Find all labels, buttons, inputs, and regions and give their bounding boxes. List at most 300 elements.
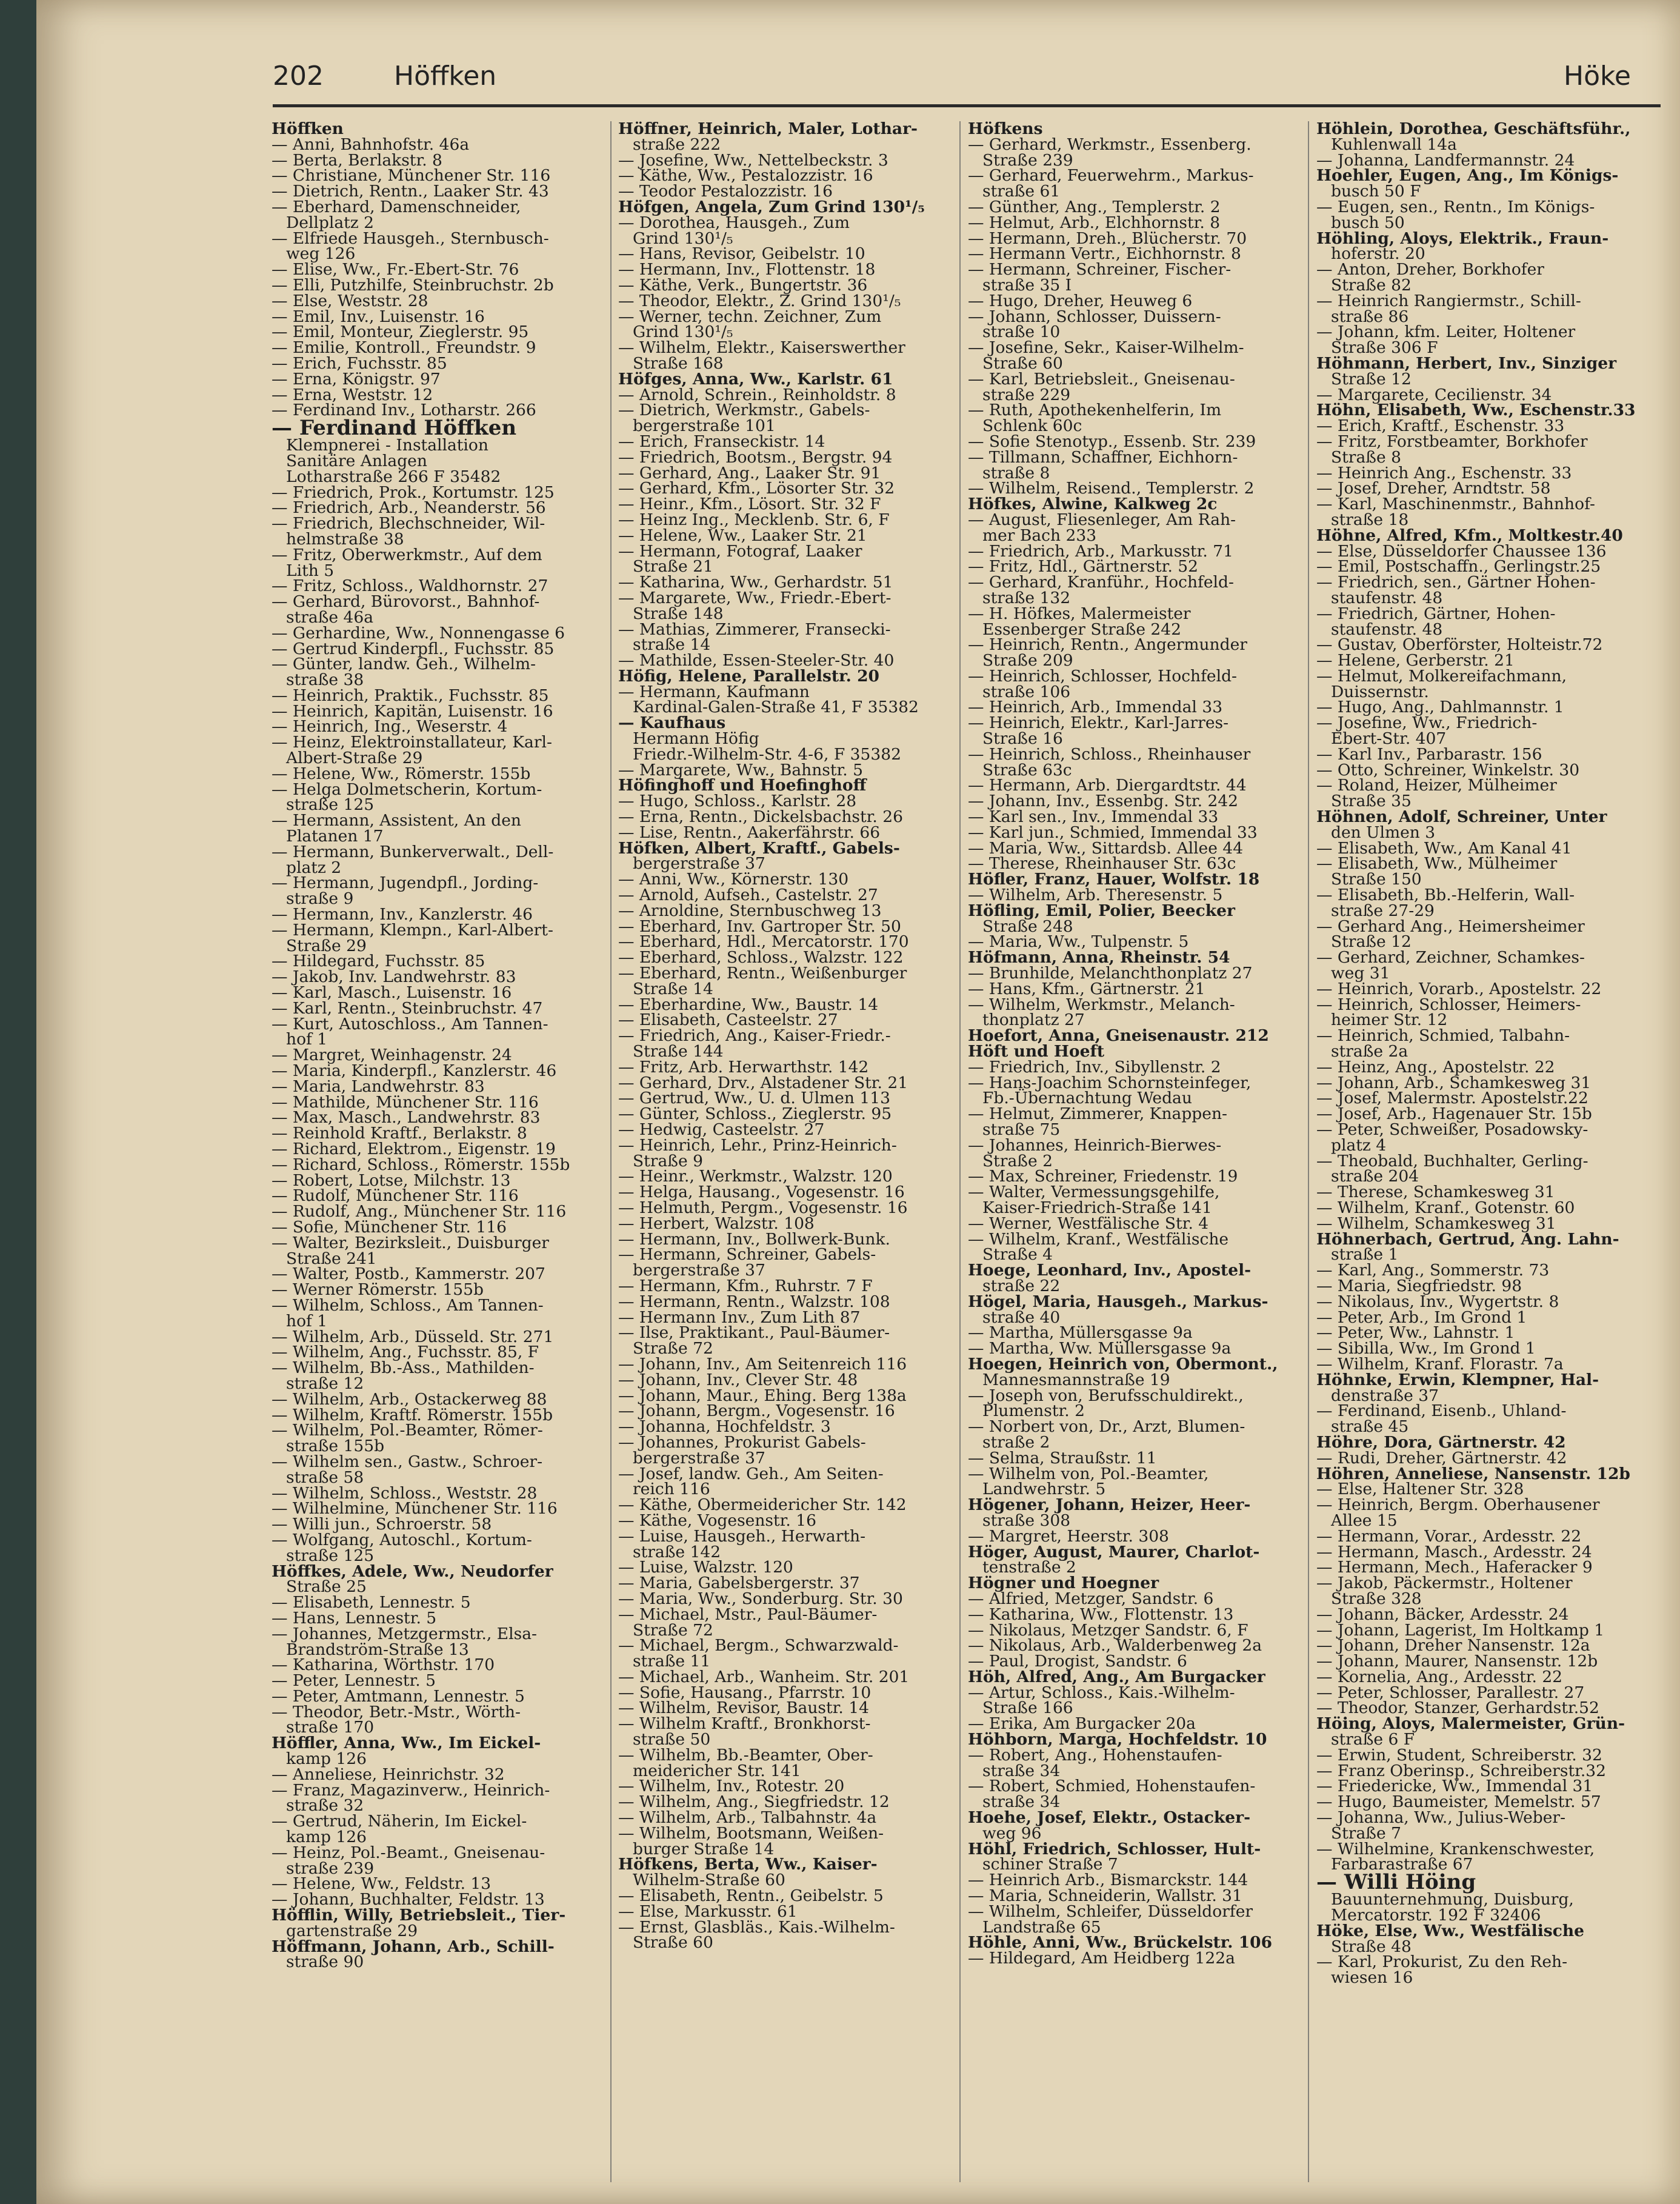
directory-entry-line: — Johannes, Metzgermstr., Elsa- — [272, 1624, 537, 1643]
directory-entry-line: — Rudolf, Münchener Str. 116 — [272, 1186, 519, 1206]
directory-entry-line: — Roland, Heizer, Mülheimer — [1316, 776, 1557, 795]
directory-entry-line: — Wilhelm, Inv., Rotestr. 20 — [618, 1777, 845, 1796]
directory-entry-line: Straße 12 — [1331, 932, 1412, 952]
header-right-keyword: Höke — [1564, 61, 1631, 92]
directory-entry-line: Hoegen, Heinrich von, Obermont., — [968, 1354, 1278, 1374]
directory-entry-line: — Wilhelm, Reisend., Templerstr. 2 — [968, 479, 1255, 498]
directory-entry-line: Höfkens, Berta, Ww., Kaiser- — [618, 1855, 878, 1874]
directory-entry-line: — Elfriede Hausgeh., Sternbusch- — [272, 229, 549, 248]
directory-entry-line: — Theodor, Betr.-Mstr., Wörth- — [272, 1702, 521, 1721]
directory-entry-line: — Dietrich, Werkmstr., Gabels- — [618, 401, 870, 420]
page-header — [273, 61, 1667, 109]
directory-entry-line: Mannesmannstraße 19 — [982, 1370, 1170, 1389]
directory-entry-line: denstraße 37 — [1331, 1386, 1439, 1405]
directory-entry-line: — H. Höfkes, Malermeister — [968, 604, 1191, 623]
directory-entry-line: — Erwin, Student, Schreiberstr. 32 — [1316, 1745, 1602, 1765]
directory-entry-line: — Werner, techn. Zeichner, Zum — [618, 307, 882, 326]
directory-entry-line: — Heinz Ing., Mecklenb. Str. 6, F — [618, 510, 890, 529]
directory-entry-line: — Hermann, Arb. Diergardtstr. 44 — [968, 776, 1247, 795]
directory-entry-line: — Robert, Ang., Hohenstaufen- — [968, 1745, 1222, 1765]
directory-entry-line: — Rudi, Dreher, Gärtnerstr. 42 — [1316, 1448, 1567, 1468]
directory-entry-line: Straße 306 F — [1331, 338, 1438, 358]
directory-entry-line: — Hugo, Baumeister, Memelstr. 57 — [1316, 1792, 1601, 1812]
directory-entry-line: — Günter, landw. Geh., Wilhelm- — [272, 655, 536, 674]
directory-entry-line: — Heinrich, Lehr., Prinz-Heinrich- — [618, 1135, 897, 1155]
directory-entry-line: — Arnold, Aufseh., Castelstr. 27 — [618, 886, 878, 905]
directory-entry-line: straße 239 — [286, 1858, 375, 1878]
directory-entry-line: Hoehler, Eugen, Ang., Im Königs- — [1316, 166, 1619, 185]
directory-entry-line: — Arnoldine, Sternbuschweg 13 — [618, 901, 882, 920]
directory-entry-line: busch 50 — [1331, 213, 1405, 232]
directory-entry-line: — Fritz, Forstbeamter, Borkhofer — [1316, 432, 1588, 451]
directory-entry-line: — Helmut, Arb., Elchhornstr. 8 — [968, 213, 1221, 232]
directory-entry-line: — Mathilde, Münchener Str. 116 — [272, 1092, 539, 1112]
directory-entry-line: Höhle, Anni, Ww., Brückelstr. 106 — [968, 1933, 1273, 1952]
directory-entry-line: Straße 241 — [286, 1249, 377, 1268]
directory-entry-line: — Wilhelm, Ang., Fuchsstr. 85, F — [272, 1343, 539, 1362]
directory-entry-line: — Karl, Rentn., Steinbruchstr. 47 — [272, 998, 543, 1018]
directory-entry-line: — Theodor, Elektr., Z. Grind 130¹/₅ — [618, 291, 901, 310]
directory-entry-line: Höhl, Friedrich, Schlosser, Hult- — [968, 1839, 1261, 1858]
directory-entry-line: Straße 63c — [982, 760, 1072, 780]
directory-entry-line: — Ferdinand, Eisenb., Uhland- — [1316, 1401, 1567, 1421]
directory-entry-line: Straße 144 — [633, 1042, 724, 1061]
directory-entry-line: — Hermann Inv., Zum Lith 87 — [618, 1307, 861, 1327]
directory-entry-line: straße 125 — [286, 1546, 375, 1565]
directory-entry-line: Straße 4 — [982, 1245, 1053, 1264]
directory-entry-line: Hoehe, Josef, Elektr., Ostacker- — [968, 1808, 1251, 1828]
directory-entry-line: — Johann, Inv., Clever Str. 48 — [618, 1370, 858, 1389]
directory-entry-line: — Nikolaus, Metzger Sandstr. 6, F — [968, 1620, 1248, 1640]
directory-entry-line: — Friedrich, Arb., Neanderstr. 56 — [272, 498, 546, 518]
directory-entry-line: — Heinrich, Schlosser, Hochfeld- — [968, 666, 1237, 686]
directory-entry-line: — Hermann, Inv., Kanzlerstr. 46 — [272, 905, 533, 924]
directory-entry-line: — Wilhelmine, Münchener Str. 116 — [272, 1499, 558, 1518]
directory-entry-line: — Heinrich, Praktik., Fuchsstr. 85 — [272, 686, 549, 705]
directory-entry-line: straße 90 — [286, 1952, 364, 1972]
directory-entry-line: — Wilhelm Kraftf., Bronkhorst- — [618, 1714, 871, 1734]
directory-entry-line: Straße 14 — [633, 979, 713, 998]
directory-entry-line: — Hermann, Inv., Bollwerk-Bunk. — [618, 1229, 890, 1249]
directory-entry-line: straße 50 — [633, 1730, 711, 1749]
directory-entry-line: — Hans, Lennestr. 5 — [272, 1608, 437, 1628]
directory-entry-line: — Maria, Landwehrstr. 83 — [272, 1077, 485, 1096]
directory-entry-line: — Werner, Westfälische Str. 4 — [968, 1214, 1209, 1233]
directory-entry-line: — Max, Masch., Landwehrstr. 83 — [272, 1108, 541, 1127]
directory-entry-line: — Walter, Vermessungsgehilfe, — [968, 1183, 1220, 1202]
directory-entry-line: — Else, Weststr. 28 — [272, 291, 428, 310]
directory-entry-line: Höhlein, Dorothea, Geschäftsführ., — [1316, 121, 1631, 138]
directory-entry-line: Farbarastraße 67 — [1331, 1855, 1473, 1874]
directory-entry-line: — Karl jun., Schmied, Immendal 33 — [968, 823, 1258, 842]
directory-entry-line: — Friedrich, sen., Gärtner Hohen- — [1316, 573, 1596, 592]
directory-entry-line: — Johann, Inv., Am Seitenreich 116 — [618, 1354, 907, 1374]
directory-entry-line: Höfkes, Alwine, Kalkweg 2c — [968, 495, 1218, 514]
directory-entry-line: — Kaufhaus — [618, 713, 726, 733]
directory-entry-line: straße 46a — [286, 607, 374, 627]
directory-entry-line: — Günther, Ang., Templerstr. 2 — [968, 197, 1221, 216]
directory-entry-line: — Heinz, Elektroinstallateur, Karl- — [272, 733, 552, 752]
directory-entry-line: — Maria, Ww., Sonderburg. Str. 30 — [618, 1589, 903, 1608]
directory-entry-line: — Walter, Bezirksleit., Duisburger — [272, 1233, 549, 1252]
directory-entry-line: Straße 9 — [633, 1151, 703, 1170]
directory-entry-line: Straße 209 — [982, 651, 1073, 670]
directory-entry-line: — Fritz, Arb. Herwarthstr. 142 — [618, 1057, 869, 1077]
directory-entry-line: straße 6 F — [1331, 1730, 1415, 1749]
directory-entry-line: — Mathias, Zimmerer, Fransecki- — [618, 619, 891, 639]
directory-entry-line: bergerstraße 37 — [633, 1448, 765, 1468]
directory-entry-line: straße 308 — [982, 1511, 1071, 1530]
directory-entry-line: — Hermann, Assistent, An den — [272, 811, 521, 830]
directory-entry-line: kamp 126 — [286, 1828, 367, 1847]
directory-entry-line: — Erna, Rentn., Dickelsbachstr. 26 — [618, 807, 903, 827]
directory-entry-line: — Sofie Stenotyp., Essenb. Str. 239 — [968, 432, 1256, 451]
directory-entry-line: — Hermann, Rentn., Walzstr. 108 — [618, 1292, 890, 1311]
directory-entry-line: — Ilse, Praktikant., Paul-Bäumer- — [618, 1323, 890, 1343]
directory-entry-line: — Brunhilde, Melanchthonplatz 27 — [968, 964, 1253, 983]
directory-entry-line: — Hans-Joachim Schornsteinfeger, — [968, 1073, 1252, 1092]
directory-entry-line: Högener, Johann, Heizer, Heer- — [968, 1495, 1251, 1515]
directory-entry-line: — Martha, Müllersgasse 9a — [968, 1323, 1193, 1343]
directory-entry-line: straße 8 — [982, 463, 1050, 483]
directory-entry-line: — Berta, Berlakstr. 8 — [272, 150, 442, 170]
directory-entry-line: — Helmut, Molkereifachmann, — [1316, 666, 1567, 686]
directory-entry-line: bergerstraße 37 — [633, 1261, 765, 1280]
directory-entry-line: — Maria, Ww., Sittardsb. Allee 44 — [968, 838, 1244, 858]
directory-entry-line: — Karl, Masch., Luisenstr. 16 — [272, 983, 512, 1003]
directory-entry-line: — Hermann, Schreiner, Gabels- — [618, 1245, 876, 1264]
directory-entry-line: — Eberhard, Inv. Gartroper Str. 50 — [618, 917, 901, 936]
directory-entry-line: straße 22 — [982, 1276, 1061, 1295]
directory-entry-line: — Margret, Weinhagenstr. 24 — [272, 1046, 512, 1065]
directory-entry-line: — Anton, Dreher, Borkhofer — [1316, 260, 1544, 279]
directory-entry-line: — Friedericke, Ww., Immendal 31 — [1316, 1777, 1593, 1796]
directory-entry-line: Höffner, Heinrich, Maler, Lothar- — [618, 121, 918, 138]
directory-entry-line: bergerstraße 101 — [633, 416, 776, 436]
directory-entry-line: — Hugo, Dreher, Heuweg 6 — [968, 291, 1193, 310]
directory-entry-line: straße 32 — [286, 1796, 364, 1815]
directory-entry-line: straße 170 — [286, 1718, 375, 1737]
directory-entry-line: — Helene, Gerberstr. 21 — [1316, 651, 1515, 670]
directory-entry-line: straße 75 — [982, 1120, 1061, 1139]
directory-entry-line: — Hans, Revisor, Geibelstr. 10 — [618, 244, 865, 264]
directory-entry-line: — Heinrich, Rentn., Angermunder — [968, 635, 1247, 655]
directory-entry-line: — Walter, Postb., Kammerstr. 207 — [272, 1264, 545, 1284]
directory-entry-line: Höffken — [272, 121, 344, 138]
directory-entry-line: Kardinal-Galen-Straße 41, F 35382 — [633, 698, 919, 717]
directory-entry-line: — Nikolaus, Arb., Walderbenweg 2a — [968, 1636, 1262, 1655]
directory-entry-line: Höfinghoff und Hoefinghoff — [618, 776, 867, 795]
directory-entry-line: — Heinr., Werkmstr., Walzstr. 120 — [618, 1167, 893, 1186]
directory-entry-line: — Luise, Hausgeh., Herwarth- — [618, 1526, 866, 1546]
directory-entry-line: straße 9 — [286, 889, 354, 909]
directory-entry-line: Höfler, Franz, Hauer, Wolfstr. 18 — [968, 870, 1260, 889]
directory-entry-line: — Josefine, Ww., Friedrich- — [1316, 713, 1538, 733]
directory-entry-line: — Elli, Putzhilfe, Steinbruchstr. 2b — [272, 275, 554, 295]
directory-entry-line: Höhnke, Erwin, Klempner, Hal- — [1316, 1370, 1599, 1389]
directory-entry-line: — Helga Dolmetscherin, Kortum- — [272, 780, 542, 799]
directory-entry-line: — Wilhelm, Arb., Talbahnstr. 4a — [618, 1808, 877, 1828]
directory-entry-line: — Johanna, Hochfeldstr. 3 — [618, 1417, 831, 1437]
directory-entry-line: Lotharstraße 266 F 35482 — [286, 467, 501, 486]
directory-entry-line: — Johann, Maur., Ehing. Berg 138a — [618, 1386, 907, 1405]
directory-entry-line: Höhren, Anneliese, Nansenstr. 12b — [1316, 1464, 1630, 1483]
directory-entry-line: — Reinhold Kraftf., Berlakstr. 8 — [272, 1124, 527, 1143]
directory-entry-line: — Tillmann, Schaffner, Eichhorn- — [968, 447, 1238, 467]
directory-entry-line: — Gerhardine, Ww., Nonnengasse 6 — [272, 623, 565, 643]
directory-entry-line: — Josef, landw. Geh., Am Seiten- — [618, 1464, 884, 1483]
directory-entry-line: Höffler, Anna, Ww., Im Eickel- — [272, 1734, 541, 1753]
directory-entry-line: — Johann, Lagerist, Im Holtkamp 1 — [1316, 1620, 1605, 1640]
directory-entry-line: — Helga, Hausang., Vogesenstr. 16 — [618, 1183, 905, 1202]
column-divider — [1308, 121, 1309, 2182]
directory-entry-line: Höffmann, Johann, Arb., Schill- — [272, 1937, 555, 1956]
directory-entry-line: — Wilhelm, Kranf., Westfälische — [968, 1229, 1229, 1249]
directory-entry-line: reich 116 — [633, 1480, 710, 1499]
directory-entry-line: straße 10 — [982, 322, 1061, 342]
directory-entry-line: — Heinrich, Schmied, Talbahn- — [1316, 1026, 1570, 1046]
directory-entry-line: — Johann, Maurer, Nansenstr. 12b — [1316, 1652, 1598, 1671]
directory-entry-line: — Franz, Magazinverw., Heinrich- — [272, 1780, 550, 1800]
directory-entry-line: — Christiane, Münchener Str. 116 — [272, 166, 551, 185]
directory-entry-line: — Werner Römerstr. 155b — [272, 1280, 484, 1300]
directory-entry-line: — Therese, Rheinhauser Str. 63c — [968, 854, 1236, 873]
directory-entry-line: — Friedrich, Bootsm., Bergstr. 94 — [618, 447, 893, 467]
directory-entry-line: — Friedrich, Prok., Kortumstr. 125 — [272, 483, 555, 502]
directory-entry-line: — Heinrich, Schloss., Rheinhauser — [968, 744, 1251, 764]
directory-entry-line: — Heinrich, Arb., Immendal 33 — [968, 698, 1223, 717]
directory-entry-line: Höhnen, Adolf, Schreiner, Unter — [1316, 807, 1607, 827]
directory-entry-line: — Heinrich, Ing., Weserstr. 4 — [272, 717, 508, 736]
directory-entry-line: — Hermann, Mech., Haferacker 9 — [1316, 1558, 1593, 1577]
directory-entry-line: — Karl Inv., Parbarastr. 156 — [1316, 744, 1542, 764]
directory-entry-line: straße 229 — [982, 385, 1071, 404]
directory-entry-line: — Wilhelm, Bb.-Beamter, Ober- — [618, 1745, 873, 1765]
directory-entry-line: — Heinz, Pol.-Beamt., Gneisenau- — [272, 1843, 545, 1862]
directory-entry-line: — Therese, Schamkesweg 31 — [1316, 1183, 1555, 1202]
directory-entry-line: wiesen 16 — [1331, 1968, 1413, 1988]
directory-entry-line: — Jakob, Inv. Landwehrstr. 83 — [272, 967, 516, 987]
directory-entry-line: — Emil, Inv., Luisenstr. 16 — [272, 307, 485, 326]
directory-entry-line: Grind 130¹/₅ — [633, 229, 733, 248]
directory-entry-line: Dellplatz 2 — [286, 213, 375, 232]
directory-entry-line: — Hermann, Vorar., Ardesstr. 22 — [1316, 1526, 1582, 1546]
directory-entry-line: — Luise, Walzstr. 120 — [618, 1558, 793, 1577]
directory-entry-line: — Willi Höing — [1316, 1870, 1476, 1895]
directory-entry-line: — Mathilde, Essen-Steeler-Str. 40 — [618, 651, 895, 670]
directory-entry-line: — Else, Haltener Str. 328 — [1316, 1480, 1524, 1499]
directory-entry-line: — Willi jun., Schroerstr. 58 — [272, 1515, 492, 1534]
directory-entry-line: — Eberhard, Damenschneider, — [272, 197, 521, 216]
directory-entry-line: Allee 15 — [1331, 1511, 1398, 1530]
directory-entry-line: — Elisabeth, Ww., Mülheimer — [1316, 854, 1558, 873]
directory-entry-line: — Heinrich, Elektr., Karl-Jarres- — [968, 713, 1229, 733]
directory-entry-line: — Josef, Malermstr. Apostelstr.22 — [1316, 1089, 1588, 1108]
directory-entry-line: — Karl, Maschinenmstr., Bahnhof- — [1316, 495, 1595, 514]
directory-entry-line: — Dietrich, Rentn., Laaker Str. 43 — [272, 182, 549, 201]
directory-entry-line: — Dorothea, Hausgeh., Zum — [618, 213, 850, 232]
directory-entry-line: Plumenstr. 2 — [982, 1401, 1085, 1421]
directory-entry-line: — Johann, Buchhalter, Feldstr. 13 — [272, 1890, 545, 1909]
directory-entry-line: — Johann, Inv., Essenbg. Str. 242 — [968, 792, 1239, 811]
directory-entry-line: — Hugo, Schloss., Karlstr. 28 — [618, 792, 857, 811]
directory-entry-line: — Helmuth, Pergm., Vogesenstr. 16 — [618, 1198, 908, 1217]
directory-entry-line: straße 27-29 — [1331, 901, 1435, 920]
directory-entry-line: — Rudolf, Ang., Münchener Str. 116 — [272, 1202, 567, 1221]
directory-entry-line: — Wilhelm sen., Gastw., Schroer- — [272, 1452, 543, 1471]
directory-entry-line: Grind 130¹/₅ — [633, 322, 733, 342]
directory-entry-line: — Margarete, Cecilienstr. 34 — [1316, 385, 1552, 404]
page-number: 202 — [273, 61, 324, 92]
directory-entry-line: — Josefine, Sekr., Kaiser-Wilhelm- — [968, 338, 1244, 358]
directory-entry-line: — Michael, Bergm., Schwarzwald- — [618, 1636, 899, 1655]
directory-entry-line: straße 35 I — [982, 275, 1072, 295]
directory-entry-line: straße 86 — [1331, 307, 1409, 326]
directory-entry-line: — Johann, kfm. Leiter, Holtener — [1316, 322, 1576, 342]
directory-entry-line: — Heinrich Rangiermstr., Schill- — [1316, 291, 1581, 310]
directory-entry-line: — Emil, Postschaffn., Gerlingstr.25 — [1316, 557, 1601, 576]
directory-entry-line: Lith 5 — [286, 561, 335, 580]
directory-entry-line: — Helene, Ww., Feldstr. 13 — [272, 1874, 492, 1894]
directory-entry-line: Höfflin, Willy, Betriebsleit., Tier- — [272, 1906, 566, 1925]
directory-entry-line: — Wilhelm, Kraftf. Römerstr. 155b — [272, 1405, 553, 1424]
directory-entry-line: — Wilhelm, Bootsmann, Weißen- — [618, 1823, 884, 1843]
directory-entry-line: — Elisabeth, Lennestr. 5 — [272, 1593, 471, 1612]
directory-entry-line: — Gerhard, Kfm., Lösorter Str. 32 — [618, 479, 895, 498]
directory-entry-line: — Peter, Lennestr. 5 — [272, 1671, 436, 1691]
directory-entry-line: Kaiser-Friedrich-Straße 141 — [982, 1198, 1212, 1217]
directory-entry-line: Högel, Maria, Hausgeh., Markus- — [968, 1292, 1268, 1311]
directory-entry-line: thonplatz 27 — [982, 1010, 1085, 1030]
directory-entry-line: Straße 328 — [1331, 1589, 1422, 1608]
directory-entry-line: — Wilhelm, Schleifer, Düsseldorfer — [968, 1902, 1253, 1921]
directory-entry-line: Straße 16 — [982, 729, 1063, 749]
directory-column-3 — [968, 121, 1307, 2182]
directory-entry-line: — Heinrich, Vorarb., Apostelstr. 22 — [1316, 979, 1602, 998]
directory-entry-line: staufenstr. 48 — [1331, 588, 1443, 607]
directory-entry-line: — Anneliese, Heinrichstr. 32 — [272, 1765, 505, 1784]
directory-entry-line: — August, Fliesenleger, Am Rah- — [968, 510, 1236, 529]
directory-entry-line: — Joseph von, Berufsschuldirekt., — [968, 1386, 1244, 1405]
directory-entry-line: straße 61 — [982, 182, 1061, 201]
directory-entry-line: — Johann, Bäcker, Ardesstr. 24 — [1316, 1605, 1569, 1624]
directory-entry-line: — Gertrud, Ww., U. d. Ulmen 113 — [618, 1089, 890, 1108]
directory-entry-line: — Michael, Mstr., Paul-Bäumer- — [618, 1605, 878, 1624]
directory-entry-line: Höhre, Dora, Gärtnerstr. 42 — [1316, 1432, 1566, 1452]
directory-entry-line: — Hermann, Klempn., Karl-Albert- — [272, 920, 553, 940]
directory-entry-line: — Richard, Schloss., Römerstr. 155b — [272, 1155, 570, 1174]
directory-entry-line: Höffkes, Adele, Ww., Neudorfer — [272, 1561, 553, 1581]
directory-entry-line: Straße 35 — [1331, 792, 1412, 811]
directory-entry-line: straße 11 — [633, 1652, 711, 1671]
directory-entry-line: straße 45 — [1331, 1417, 1409, 1437]
directory-entry-line: straße 142 — [633, 1542, 721, 1561]
directory-entry-line: — Margarete, Ww., Bahnstr. 5 — [618, 760, 863, 780]
directory-entry-line: — Heinz, Ang., Apostelstr. 22 — [1316, 1057, 1555, 1077]
directory-entry-line: Straße 12 — [1331, 369, 1412, 389]
directory-entry-line: — Wilhelm, Pol.-Beamter, Römer- — [272, 1421, 543, 1440]
directory-entry-line: — Wilhelm, Werkmstr., Melanch- — [968, 995, 1235, 1014]
directory-entry-line: — Hermann, Kaufmann — [618, 682, 810, 701]
directory-entry-line: — Eberhard, Hdl., Mercatorstr. 170 — [618, 932, 909, 952]
directory-entry-line: straße 204 — [1331, 1167, 1419, 1186]
directory-entry-line: — Hermann, Kfm., Ruhrstr. 7 F — [618, 1276, 873, 1295]
directory-entry-line: — Sofie, Münchener Str. 116 — [272, 1217, 507, 1237]
directory-entry-line: weg 96 — [982, 1823, 1042, 1843]
directory-entry-line: — Margarete, Ww., Friedr.-Ebert- — [618, 588, 892, 607]
directory-entry-line: helmstraße 38 — [286, 529, 404, 549]
directory-entry-line: — Gerhard, Werkmstr., Essenberg. — [968, 135, 1252, 154]
directory-entry-line: — Artur, Schloss., Kais.-Wilhelm- — [968, 1683, 1235, 1702]
directory-entry-line: Höke, Else, Ww., Westfälische — [1316, 1921, 1584, 1940]
directory-entry-line: — Heinr., Kfm., Lösort. Str. 32 F — [618, 495, 881, 514]
directory-entry-line: Straße 82 — [1331, 275, 1412, 295]
directory-entry-line: Kuhlenwall 14a — [1331, 135, 1457, 154]
directory-entry-line: — Hermann, Masch., Ardesstr. 24 — [1316, 1542, 1592, 1561]
directory-entry-line: Straße 72 — [633, 1620, 713, 1640]
directory-entry-line: Ebert-Str. 407 — [1331, 729, 1447, 749]
directory-entry-line: — Gerhard, Drv., Alstadener Str. 21 — [618, 1073, 908, 1092]
directory-entry-line: straße 2 — [982, 1432, 1050, 1452]
directory-entry-line: — Karl, Betriebsleit., Gneisenau- — [968, 369, 1235, 389]
directory-entry-line: — Käthe, Vogesenstr. 16 — [618, 1511, 816, 1530]
directory-entry-line: platz 4 — [1331, 1135, 1387, 1155]
directory-entry-line: straße 18 — [1331, 510, 1409, 529]
directory-entry-line: — Robert, Schmied, Hohenstaufen- — [968, 1777, 1256, 1796]
directory-entry-line: — Helmut, Zimmerer, Knappen- — [968, 1104, 1227, 1124]
directory-entry-line: Straße 21 — [633, 557, 713, 576]
directory-entry-line: — Peter, Ww., Lahnstr. 1 — [1316, 1323, 1515, 1343]
directory-entry-line: Essenberger Straße 242 — [982, 619, 1182, 639]
directory-entry-line: Höhling, Aloys, Elektrik., Fraun- — [1316, 229, 1609, 248]
directory-entry-line: — Johann, Dreher Nansenstr. 12a — [1316, 1636, 1590, 1655]
directory-entry-line: — Wilhelm, Kranf., Gotenstr. 60 — [1316, 1198, 1575, 1217]
directory-entry-line: — Gerhard, Bürovorst., Bahnhof- — [272, 592, 540, 612]
directory-entry-line: straße 2a — [1331, 1042, 1408, 1061]
directory-entry-line: — Erich, Fuchsstr. 85 — [272, 353, 447, 373]
directory-entry-line: — Karl sen., Inv., Immendal 33 — [968, 807, 1219, 827]
directory-entry-line: — Johannes, Prokurist Gabels- — [618, 1432, 866, 1452]
directory-entry-line: — Wilhelm, Bb.-Ass., Mathilden- — [272, 1358, 535, 1378]
directory-entry-line: — Maria, Gabelsbergerstr. 37 — [618, 1574, 860, 1593]
directory-entry-line: straße 40 — [982, 1307, 1061, 1327]
directory-entry-line: — Gerhard Ang., Heimersheimer — [1316, 917, 1585, 936]
directory-entry-line: — Hugo, Ang., Dahlmannstr. 1 — [1316, 698, 1564, 717]
directory-entry-line: — Selma, Straußstr. 11 — [968, 1448, 1157, 1468]
directory-entry-line: — Hildegard, Fuchsstr. 85 — [272, 952, 485, 971]
directory-entry-line: Straße 248 — [982, 917, 1073, 936]
directory-column-2 — [618, 121, 958, 2182]
directory-entry-line: — Peter, Arb., Im Grond 1 — [1316, 1307, 1527, 1327]
directory-entry-line: — Eugen, sen., Rentn., Im Königs- — [1316, 197, 1595, 216]
directory-entry-line: — Gertrud Kinderpfl., Fuchsstr. 85 — [272, 639, 555, 658]
directory-entry-line: — Gerhard, Ang., Laaker Str. 91 — [618, 463, 881, 483]
directory-entry-line: — Fritz, Schloss., Waldhornstr. 27 — [272, 576, 548, 596]
directory-entry-line: — Eberhard, Rentn., Weißenburger — [618, 964, 907, 983]
directory-entry-line: — Wilhelm, Kranf. Florastr. 7a — [1316, 1354, 1564, 1374]
directory-entry-line: — Paul, Drogist, Sandstr. 6 — [968, 1652, 1187, 1671]
directory-entry-line: — Elisabeth, Bb.-Helferin, Wall- — [1316, 886, 1575, 905]
directory-entry-line: Höfkens — [968, 121, 1043, 138]
directory-entry-line: — Heinrich Ang., Eschenstr. 33 — [1316, 463, 1572, 483]
directory-entry-line: straße 132 — [982, 588, 1071, 607]
directory-entry-line: Höfgen, Angela, Zum Grind 130¹/₅ — [618, 197, 925, 216]
directory-entry-line: straße 12 — [286, 1374, 364, 1393]
directory-entry-line: — Margret, Heerstr. 308 — [968, 1526, 1169, 1546]
directory-entry-line: — Gertrud, Näherin, Im Eickel- — [272, 1812, 527, 1831]
directory-entry-line: Straße 29 — [286, 936, 367, 955]
directory-entry-line: — Wilhelm, Ang., Siegfriedstr. 12 — [618, 1792, 890, 1812]
